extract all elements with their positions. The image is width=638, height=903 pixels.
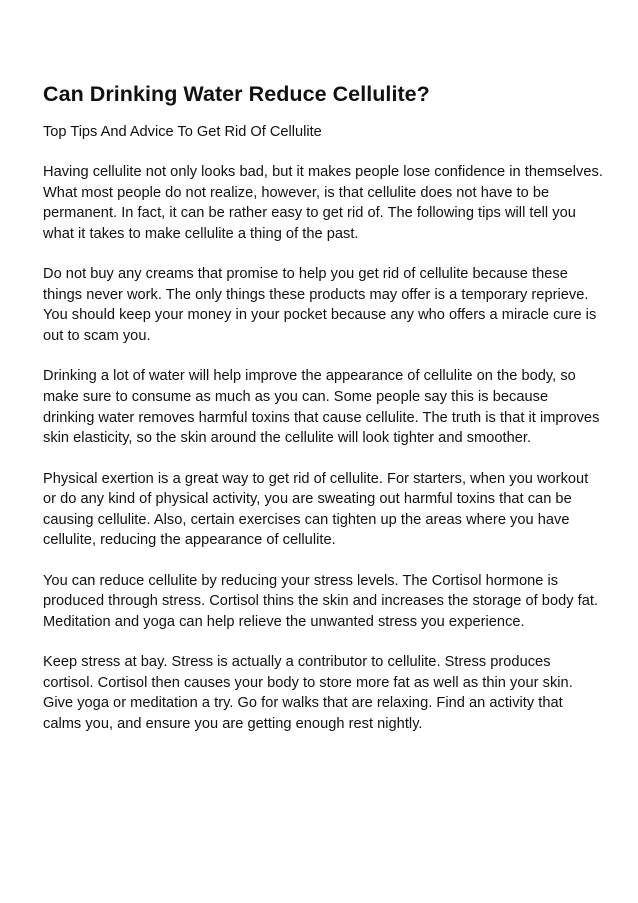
paragraph-exertion: Physical exertion is a great way to get rid of cellulite. For starters, when you workout or do any kind of physical activity, you are sweating out harmful toxins that can be causing cellulite. Also, certain exercises can tighten up the areas where you have cellulite, reducing the appearance of cellulite. [43, 470, 589, 549]
paragraph-stress-bay: Keep stress at bay. Stress is actually a contributor to cellulite. Stress produces cortisol. Cortisol then causes your body to store more fat as well as thin your skin. Give yoga or meditation a try. Go for walks that are relaxing. Find an activity that calms you, and ensure you are getting enough rest nightly. [43, 654, 573, 733]
paragraph-creams: Do not buy any creams that promise to help you get rid of cellulite because these things never work. The only things these products may offer is a temporary reprieve. You should keep your money in your pocket because any who offers a miracle cure is out to scam you. [43, 266, 597, 344]
document-page [43, 80, 603, 754]
page-subtitle: Top Tips And Advice To Get Rid Of Cellulite [43, 124, 322, 140]
paragraph-intro: Having cellulite not only looks bad, but it makes people lose confidence in themselves. What most people do not realize, however, is that cellulite does not have to be permanent. In fact, it can be rather easy to get rid of. The following tips will tell you what it takes to make cellulite a thing of the past. [43, 164, 603, 242]
paragraph-water: Drinking a lot of water will help improve the appearance of cellulite on the body, so make sure to consume as much as you can. Some people say this is because drinking water removes harmful toxins that cause cellulite. The truth is that it improves skin elasticity, so the skin around the cellulite will look tighter and smoother. [43, 368, 600, 447]
page-title: Can Drinking Water Reduce Cellulite? [43, 82, 430, 106]
paragraph-stress-levels: You can reduce cellulite by reducing your stress levels. The Cortisol hormone is produced through stress. Cortisol thins the skin and increases the storage of body fat. Meditation and yoga can help relieve the unwanted stress you experience. [43, 572, 599, 630]
